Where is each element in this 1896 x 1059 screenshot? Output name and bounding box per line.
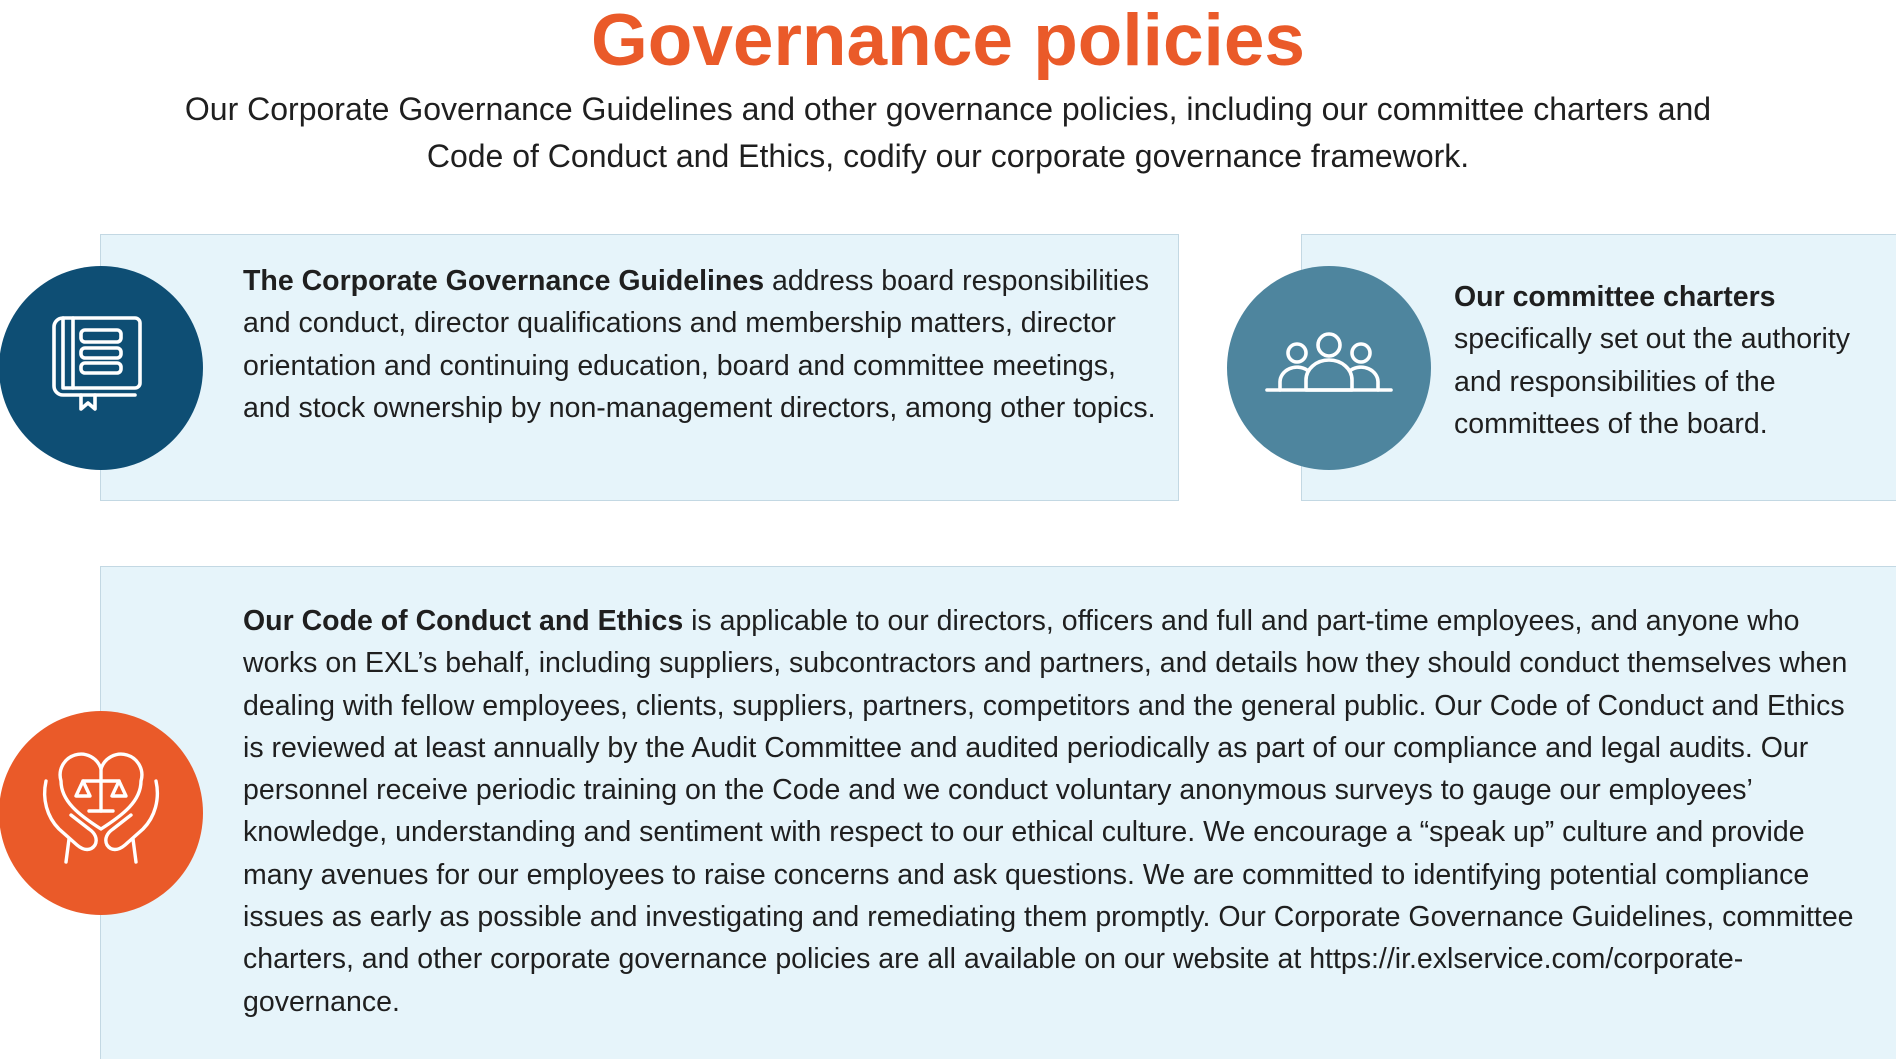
charters-heading: Our committee charters [1454, 281, 1776, 313]
ethics-body: is applicable to our directors, officers and full and part-time employees, and anyone who works on EXL’s behalf, including suppliers, subcontractors and partners, and details how they should conduct themselves when dealing with fellow employees, clients, suppliers, partners, competitors and the general public. Our Code of Conduct and Ethics is reviewed at least annually by the Audit Committee and audited periodically as part of our compliance and legal audits. Our personnel receive periodic training on the Code and we conduct voluntary anonymous surveys to gauge our employees’ knowledge, understanding and sentiment with respect to our ethical culture. We encourage a “speak up” culture and provide many avenues for our employees to raise concerns and ask questions. We are committed to identifying potential compliance issues as early as possible and investigating and remediating them promptly. Our Corporate Governance Guidelines, committee charters, and other corporate governance policies are all available on our website at https://ir.exlservice.com/corporate-governance. [243, 605, 1854, 1018]
guidelines-body: address board responsibilities and conduct, director qualifications and membership matters, director orientation and continuing education, board and committee meetings, and stock ownership by non-management directors, among other topics. [243, 265, 1156, 424]
charters-icon-badge [1227, 266, 1431, 470]
people-group-icon [1227, 266, 1431, 470]
ethics-icon-badge [0, 711, 203, 915]
guidelines-icon-badge [0, 266, 203, 470]
charters-body: specifically set out the authority and responsibilities of the committees of the board. [1454, 323, 1851, 440]
page-subtitle: Our Corporate Governance Guidelines and other governance policies, including our committee charters and Code of Conduct and Ethics, codify our corporate governance framework. [184, 91, 1712, 174]
charters-text [1454, 276, 1884, 445]
guidelines-heading: The Corporate Governance Guidelines [243, 265, 765, 297]
ethics-scales-hands-icon [0, 711, 203, 915]
ethics-heading: Our Code of Conduct and Ethics [243, 605, 684, 637]
page-title: Governance policies [590, 0, 1306, 81]
ethics-text [243, 600, 1863, 1023]
guidelines-text [243, 260, 1163, 429]
book-icon [0, 266, 203, 470]
